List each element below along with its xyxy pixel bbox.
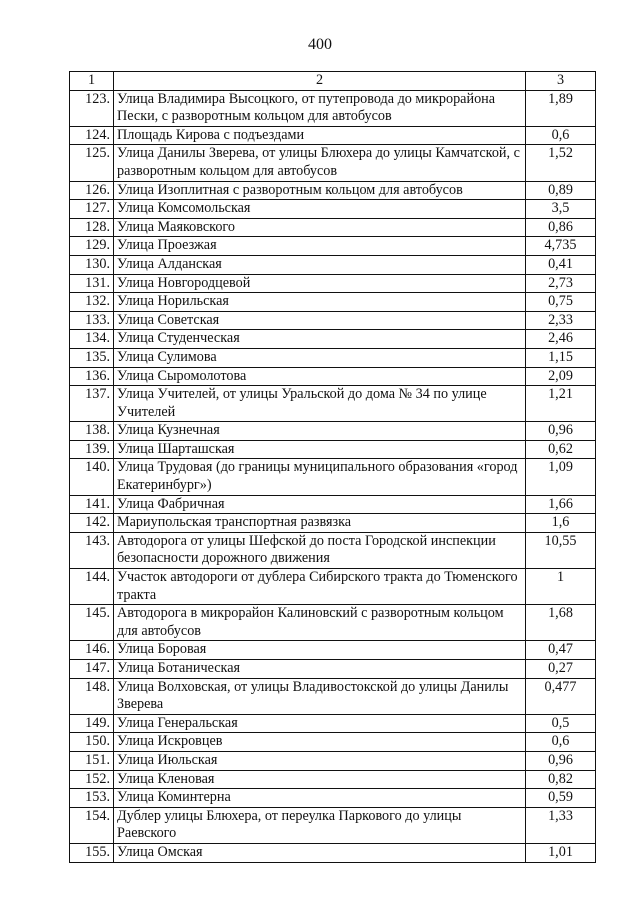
table-header-row bbox=[70, 72, 596, 91]
table-row bbox=[70, 678, 596, 714]
table-row bbox=[70, 274, 596, 293]
road-name: Улица Июльская bbox=[114, 751, 526, 770]
row-number: 139. bbox=[70, 440, 114, 459]
table-row bbox=[70, 751, 596, 770]
row-number: 149. bbox=[70, 714, 114, 733]
road-name: Улица Студенческая bbox=[114, 330, 526, 349]
road-length: 1,21 bbox=[526, 386, 596, 422]
road-length: 1,33 bbox=[526, 807, 596, 843]
road-length: 2,33 bbox=[526, 311, 596, 330]
road-length: 1,09 bbox=[526, 459, 596, 495]
row-number: 146. bbox=[70, 641, 114, 660]
road-length: 1,15 bbox=[526, 348, 596, 367]
table-row bbox=[70, 807, 596, 843]
row-number: 150. bbox=[70, 733, 114, 752]
road-name: Улица Омская bbox=[114, 843, 526, 862]
row-number: 140. bbox=[70, 459, 114, 495]
road-name: Мариупольская транспортная развязка bbox=[114, 514, 526, 533]
row-number: 130. bbox=[70, 255, 114, 274]
table-row bbox=[70, 255, 596, 274]
table-row bbox=[70, 660, 596, 679]
road-length: 1,01 bbox=[526, 843, 596, 862]
road-name: Автодорога от улицы Шефской до поста Городской инспекции безопасности дорожного движения bbox=[114, 532, 526, 568]
road-name: Улица Кленовая bbox=[114, 770, 526, 789]
road-name: Улица Владимира Высоцкого, от путепровода до микрорайона Пески, с разворотным кольцом для автобусов bbox=[114, 90, 526, 126]
road-name: Улица Комсомольская bbox=[114, 200, 526, 219]
road-length: 0,96 bbox=[526, 751, 596, 770]
road-name: Улица Сулимова bbox=[114, 348, 526, 367]
row-number: 138. bbox=[70, 422, 114, 441]
table-row bbox=[70, 641, 596, 660]
road-name: Участок автодороги от дублера Сибирского тракта до Тюменского тракта bbox=[114, 569, 526, 605]
road-length: 2,46 bbox=[526, 330, 596, 349]
road-length: 0,75 bbox=[526, 293, 596, 312]
row-number: 147. bbox=[70, 660, 114, 679]
row-number: 131. bbox=[70, 274, 114, 293]
road-name: Улица Генеральская bbox=[114, 714, 526, 733]
road-length: 0,6 bbox=[526, 733, 596, 752]
road-length: 0,477 bbox=[526, 678, 596, 714]
table-row bbox=[70, 311, 596, 330]
road-name: Улица Шарташская bbox=[114, 440, 526, 459]
road-name: Улица Сыромолотова bbox=[114, 367, 526, 386]
road-length: 0,27 bbox=[526, 660, 596, 679]
road-name: Улица Трудовая (до границы муниципального образования «город Екатеринбург») bbox=[114, 459, 526, 495]
row-number: 142. bbox=[70, 514, 114, 533]
road-name: Улица Изоплитная с разворотным кольцом для автобусов bbox=[114, 181, 526, 200]
table-row bbox=[70, 495, 596, 514]
road-name: Улица Кузнечная bbox=[114, 422, 526, 441]
table-row bbox=[70, 605, 596, 641]
road-name: Улица Норильская bbox=[114, 293, 526, 312]
road-name: Дублер улицы Блюхера, от переулка Паркового до улицы Раевского bbox=[114, 807, 526, 843]
road-length: 3,5 bbox=[526, 200, 596, 219]
row-number: 125. bbox=[70, 145, 114, 181]
table-row bbox=[70, 733, 596, 752]
table-row bbox=[70, 459, 596, 495]
road-length: 10,55 bbox=[526, 532, 596, 568]
road-length: 2,73 bbox=[526, 274, 596, 293]
row-number: 153. bbox=[70, 789, 114, 808]
road-length: 0,82 bbox=[526, 770, 596, 789]
table-row bbox=[70, 386, 596, 422]
table-row bbox=[70, 218, 596, 237]
road-name: Улица Новгородцевой bbox=[114, 274, 526, 293]
table-row bbox=[70, 770, 596, 789]
row-number: 136. bbox=[70, 367, 114, 386]
row-number: 155. bbox=[70, 843, 114, 862]
row-number: 135. bbox=[70, 348, 114, 367]
table-row bbox=[70, 145, 596, 181]
row-number: 128. bbox=[70, 218, 114, 237]
table-row bbox=[70, 514, 596, 533]
row-number: 141. bbox=[70, 495, 114, 514]
road-length: 1,52 bbox=[526, 145, 596, 181]
table-row bbox=[70, 367, 596, 386]
row-number: 145. bbox=[70, 605, 114, 641]
road-length: 2,09 bbox=[526, 367, 596, 386]
road-name: Площадь Кирова с подъездами bbox=[114, 126, 526, 145]
road-name: Улица Маяковского bbox=[114, 218, 526, 237]
road-name: Улица Искровцев bbox=[114, 733, 526, 752]
road-length: 0,86 bbox=[526, 218, 596, 237]
road-length: 0,59 bbox=[526, 789, 596, 808]
road-length: 4,735 bbox=[526, 237, 596, 256]
table-row bbox=[70, 293, 596, 312]
header-col-2: 2 bbox=[114, 72, 526, 91]
row-number: 154. bbox=[70, 807, 114, 843]
table-row bbox=[70, 90, 596, 126]
road-length: 0,96 bbox=[526, 422, 596, 441]
road-name: Улица Проезжая bbox=[114, 237, 526, 256]
road-length: 0,6 bbox=[526, 126, 596, 145]
road-name: Улица Боровая bbox=[114, 641, 526, 660]
road-length: 1,89 bbox=[526, 90, 596, 126]
table-row bbox=[70, 789, 596, 808]
road-name: Улица Советская bbox=[114, 311, 526, 330]
table-row bbox=[70, 422, 596, 441]
header-col-1: 1 bbox=[70, 72, 114, 91]
table-row bbox=[70, 200, 596, 219]
table-row bbox=[70, 181, 596, 200]
row-number: 137. bbox=[70, 386, 114, 422]
table-row bbox=[70, 440, 596, 459]
row-number: 134. bbox=[70, 330, 114, 349]
row-number: 148. bbox=[70, 678, 114, 714]
road-name: Улица Учителей, от улицы Уральской до дома № 34 по улице Учителей bbox=[114, 386, 526, 422]
row-number: 152. bbox=[70, 770, 114, 789]
road-length: 1 bbox=[526, 569, 596, 605]
road-length: 0,5 bbox=[526, 714, 596, 733]
roads-table bbox=[69, 71, 596, 863]
table-row bbox=[70, 126, 596, 145]
table-row bbox=[70, 714, 596, 733]
table-body bbox=[70, 72, 596, 863]
road-length: 0,47 bbox=[526, 641, 596, 660]
row-number: 132. bbox=[70, 293, 114, 312]
road-name: Улица Коминтерна bbox=[114, 789, 526, 808]
row-number: 144. bbox=[70, 569, 114, 605]
road-length: 0,89 bbox=[526, 181, 596, 200]
road-name: Улица Волховская, от улицы Владивостокской до улицы Данилы Зверева bbox=[114, 678, 526, 714]
table-row bbox=[70, 569, 596, 605]
road-name: Улица Алданская bbox=[114, 255, 526, 274]
row-number: 126. bbox=[70, 181, 114, 200]
header-col-3: 3 bbox=[526, 72, 596, 91]
road-length: 1,6 bbox=[526, 514, 596, 533]
road-name: Улица Ботаническая bbox=[114, 660, 526, 679]
row-number: 124. bbox=[70, 126, 114, 145]
road-name: Улица Фабричная bbox=[114, 495, 526, 514]
table-row bbox=[70, 532, 596, 568]
road-length: 0,41 bbox=[526, 255, 596, 274]
row-number: 123. bbox=[70, 90, 114, 126]
road-length: 1,68 bbox=[526, 605, 596, 641]
table-row bbox=[70, 237, 596, 256]
row-number: 151. bbox=[70, 751, 114, 770]
row-number: 129. bbox=[70, 237, 114, 256]
row-number: 127. bbox=[70, 200, 114, 219]
table-row bbox=[70, 330, 596, 349]
road-name: Автодорога в микрорайон Калиновский с разворотным кольцом для автобусов bbox=[114, 605, 526, 641]
road-length: 1,66 bbox=[526, 495, 596, 514]
table-row bbox=[70, 348, 596, 367]
page-number: 400 bbox=[308, 36, 332, 53]
row-number: 133. bbox=[70, 311, 114, 330]
table-row bbox=[70, 843, 596, 862]
row-number: 143. bbox=[70, 532, 114, 568]
road-length: 0,62 bbox=[526, 440, 596, 459]
road-name: Улица Данилы Зверева, от улицы Блюхера до улицы Камчатской, с разворотным кольцом для автобусов bbox=[114, 145, 526, 181]
